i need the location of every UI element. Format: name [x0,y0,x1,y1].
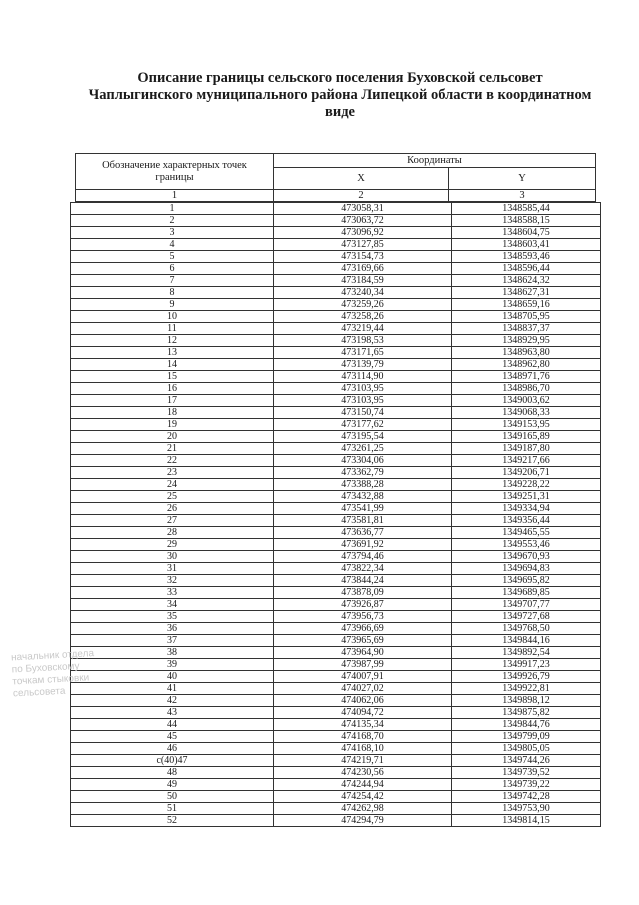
table-row [71,467,601,479]
y-coordinate: 1349695,82 [452,575,601,587]
x-coordinate: 473362,79 [274,467,452,479]
table-row [71,791,601,803]
point-number: 3 [71,227,274,239]
point-number: 7 [71,275,274,287]
y-coordinate: 1349217,66 [452,455,601,467]
header-col-3: 3 [449,190,596,202]
x-coordinate: 474062,06 [274,695,452,707]
y-coordinate: 1348585,44 [452,203,601,215]
x-coordinate: 473154,73 [274,251,452,263]
x-coordinate: 473258,26 [274,311,452,323]
point-number: 1 [71,203,274,215]
y-coordinate: 1349875,82 [452,707,601,719]
table-row [71,395,601,407]
x-coordinate: 473139,79 [274,359,452,371]
point-number: 15 [71,371,274,383]
point-number: 9 [71,299,274,311]
x-coordinate: 473691,92 [274,539,452,551]
point-number: 12 [71,335,274,347]
table-row [71,623,601,635]
table-row [71,527,601,539]
point-number: 50 [71,791,274,803]
point-number: 20 [71,431,274,443]
y-coordinate: 1349670,93 [452,551,601,563]
y-coordinate: 1349814,15 [452,815,601,827]
point-number: 37 [71,635,274,647]
point-number: 23 [71,467,274,479]
table-row [71,275,601,287]
y-coordinate: 1348837,37 [452,323,601,335]
x-coordinate: 474135,34 [274,719,452,731]
point-number: 14 [71,359,274,371]
y-coordinate: 1349228,22 [452,479,601,491]
table-row [71,743,601,755]
y-coordinate: 1349844,16 [452,635,601,647]
point-number: 49 [71,779,274,791]
point-number: 6 [71,263,274,275]
table-row [71,695,601,707]
y-coordinate: 1348971,76 [452,371,601,383]
table-row [71,479,601,491]
y-coordinate: 1349153,95 [452,419,601,431]
point-number: 8 [71,287,274,299]
point-number: 44 [71,719,274,731]
table-row [71,767,601,779]
y-coordinate: 1349742,28 [452,791,601,803]
y-coordinate: 1348659,16 [452,299,601,311]
x-coordinate: 473432,88 [274,491,452,503]
point-number: 32 [71,575,274,587]
table-row [71,227,601,239]
header-coords-label: Координаты [274,154,596,168]
y-coordinate: 1349465,55 [452,527,601,539]
table-row [71,719,601,731]
point-number: 19 [71,419,274,431]
point-number: 13 [71,347,274,359]
point-number: 18 [71,407,274,419]
header-y-label: Y [449,168,596,190]
table-row [71,779,601,791]
point-number: с(40)47 [71,755,274,767]
table-row [71,707,601,719]
table-row [71,419,601,431]
table-row [71,251,601,263]
y-coordinate: 1349892,54 [452,647,601,659]
point-number: 46 [71,743,274,755]
x-coordinate: 473103,95 [274,383,452,395]
y-coordinate: 1349689,85 [452,587,601,599]
x-coordinate: 474294,79 [274,815,452,827]
x-coordinate: 474254,42 [274,791,452,803]
point-number: 26 [71,503,274,515]
point-number: 34 [71,599,274,611]
y-coordinate: 1349553,46 [452,539,601,551]
y-coordinate: 1348962,80 [452,359,601,371]
x-coordinate: 473636,77 [274,527,452,539]
y-coordinate: 1349898,12 [452,695,601,707]
table-row [71,575,601,587]
y-coordinate: 1348929,95 [452,335,601,347]
point-number: 25 [71,491,274,503]
header-col-1: 1 [76,190,274,202]
point-number: 40 [71,671,274,683]
point-number: 24 [71,479,274,491]
table-row [71,323,601,335]
header-point-label: Обозначение характерных точек границы [76,154,274,190]
table-row [71,611,601,623]
table-row [71,443,601,455]
y-coordinate: 1349334,94 [452,503,601,515]
x-coordinate: 473096,92 [274,227,452,239]
x-coordinate: 473844,24 [274,575,452,587]
point-number: 11 [71,323,274,335]
x-coordinate: 473103,95 [274,395,452,407]
x-coordinate: 473169,66 [274,263,452,275]
y-coordinate: 1349922,81 [452,683,601,695]
table-row [71,239,601,251]
x-coordinate: 473794,46 [274,551,452,563]
x-coordinate: 473177,62 [274,419,452,431]
point-number: 5 [71,251,274,263]
y-coordinate: 1349844,76 [452,719,601,731]
x-coordinate: 474230,56 [274,767,452,779]
table-row [71,539,601,551]
table-row [71,563,601,575]
x-coordinate: 473966,69 [274,623,452,635]
y-coordinate: 1349799,09 [452,731,601,743]
point-number: 28 [71,527,274,539]
x-coordinate: 473063,72 [274,215,452,227]
y-coordinate: 1348624,32 [452,275,601,287]
coordinates-table [70,202,601,827]
point-number: 27 [71,515,274,527]
y-coordinate: 1348963,80 [452,347,601,359]
table-row [71,731,601,743]
x-coordinate: 473878,09 [274,587,452,599]
faded-stamp [11,644,183,701]
y-coordinate: 1349707,77 [452,599,601,611]
table-row [71,407,601,419]
x-coordinate: 473219,44 [274,323,452,335]
table-row [71,491,601,503]
point-number: 52 [71,815,274,827]
document-title [60,70,620,121]
x-coordinate: 473541,99 [274,503,452,515]
table-row [71,371,601,383]
stamp-line-3: точкам стыковки [12,672,90,688]
point-number: 16 [71,383,274,395]
point-number: 51 [71,803,274,815]
table-row [71,383,601,395]
x-coordinate: 473926,87 [274,599,452,611]
point-number: 29 [71,539,274,551]
y-coordinate: 1349356,44 [452,515,601,527]
x-coordinate: 474168,10 [274,743,452,755]
x-coordinate: 474094,72 [274,707,452,719]
y-coordinate: 1349739,52 [452,767,601,779]
point-number: 39 [71,659,274,671]
x-coordinate: 474007,91 [274,671,452,683]
table-row [71,287,601,299]
y-coordinate: 1349068,33 [452,407,601,419]
table-row [71,455,601,467]
y-coordinate: 1348627,31 [452,287,601,299]
y-coordinate: 1348593,46 [452,251,601,263]
coordinates-table-body [71,203,601,827]
y-coordinate: 1349694,83 [452,563,601,575]
x-coordinate: 473184,59 [274,275,452,287]
point-number: 35 [71,611,274,623]
y-coordinate: 1349187,80 [452,443,601,455]
stamp-line-4: сельсовета [12,685,66,700]
table-row [71,347,601,359]
header-col-2: 2 [274,190,449,202]
point-number: 30 [71,551,274,563]
coordinates-table-header [75,153,596,202]
y-coordinate: 1349206,71 [452,467,601,479]
table-row [71,431,601,443]
y-coordinate: 1348705,95 [452,311,601,323]
table-row [71,755,601,767]
x-coordinate: 473987,99 [274,659,452,671]
point-number: 21 [71,443,274,455]
x-coordinate: 473150,74 [274,407,452,419]
y-coordinate: 1348596,44 [452,263,601,275]
table-row [71,803,601,815]
x-coordinate: 474027,02 [274,683,452,695]
table-row [71,263,601,275]
table-row [71,215,601,227]
header-x-label: X [274,168,449,190]
y-coordinate: 1349753,90 [452,803,601,815]
x-coordinate: 473198,53 [274,335,452,347]
y-coordinate: 1349739,22 [452,779,601,791]
x-coordinate: 473195,54 [274,431,452,443]
point-number: 36 [71,623,274,635]
table-row [71,503,601,515]
x-coordinate: 473114,90 [274,371,452,383]
x-coordinate: 473965,69 [274,635,452,647]
point-number: 22 [71,455,274,467]
x-coordinate: 474262,98 [274,803,452,815]
x-coordinate: 473304,06 [274,455,452,467]
y-coordinate: 1349926,79 [452,671,601,683]
x-coordinate: 473259,26 [274,299,452,311]
point-number: 2 [71,215,274,227]
y-coordinate: 1348604,75 [452,227,601,239]
y-coordinate: 1348986,70 [452,383,601,395]
table-row [71,335,601,347]
x-coordinate: 474219,71 [274,755,452,767]
y-coordinate: 1349727,68 [452,611,601,623]
x-coordinate: 473240,34 [274,287,452,299]
x-coordinate: 473127,85 [274,239,452,251]
table-row [71,815,601,827]
stamp-line-1: начальник отдела [10,648,95,664]
x-coordinate: 473956,73 [274,611,452,623]
point-number: 17 [71,395,274,407]
point-number: 42 [71,695,274,707]
point-number: 31 [71,563,274,575]
point-number: 4 [71,239,274,251]
y-coordinate: 1349003,62 [452,395,601,407]
point-number: 41 [71,683,274,695]
y-coordinate: 1349768,50 [452,623,601,635]
x-coordinate: 473388,28 [274,479,452,491]
point-number: 43 [71,707,274,719]
point-number: 10 [71,311,274,323]
title-line-2: Чаплыгинского муниципального района Липецкой области в координатном [88,87,592,103]
point-number: 38 [71,647,274,659]
table-row [71,203,601,215]
title-line-1: Описание границы сельского поселения Буховской сельсовет [137,70,543,86]
table-row [71,515,601,527]
x-coordinate: 473822,34 [274,563,452,575]
y-coordinate: 1348588,15 [452,215,601,227]
table-row [71,599,601,611]
point-number: 45 [71,731,274,743]
y-coordinate: 1348603,41 [452,239,601,251]
table-row [71,551,601,563]
x-coordinate: 473261,25 [274,443,452,455]
table-row [71,311,601,323]
table-row [71,587,601,599]
y-coordinate: 1349165,89 [452,431,601,443]
x-coordinate: 474244,94 [274,779,452,791]
y-coordinate: 1349744,26 [452,755,601,767]
x-coordinate: 473171,65 [274,347,452,359]
table-row [71,299,601,311]
x-coordinate: 473058,31 [274,203,452,215]
y-coordinate: 1349917,23 [452,659,601,671]
x-coordinate: 473964,90 [274,647,452,659]
x-coordinate: 474168,70 [274,731,452,743]
x-coordinate: 473581,81 [274,515,452,527]
y-coordinate: 1349805,05 [452,743,601,755]
point-number: 48 [71,767,274,779]
title-line-3: виде [325,104,355,120]
table-row [71,359,601,371]
stamp-line-2: по Буховскому [11,660,80,676]
y-coordinate: 1349251,31 [452,491,601,503]
point-number: 33 [71,587,274,599]
